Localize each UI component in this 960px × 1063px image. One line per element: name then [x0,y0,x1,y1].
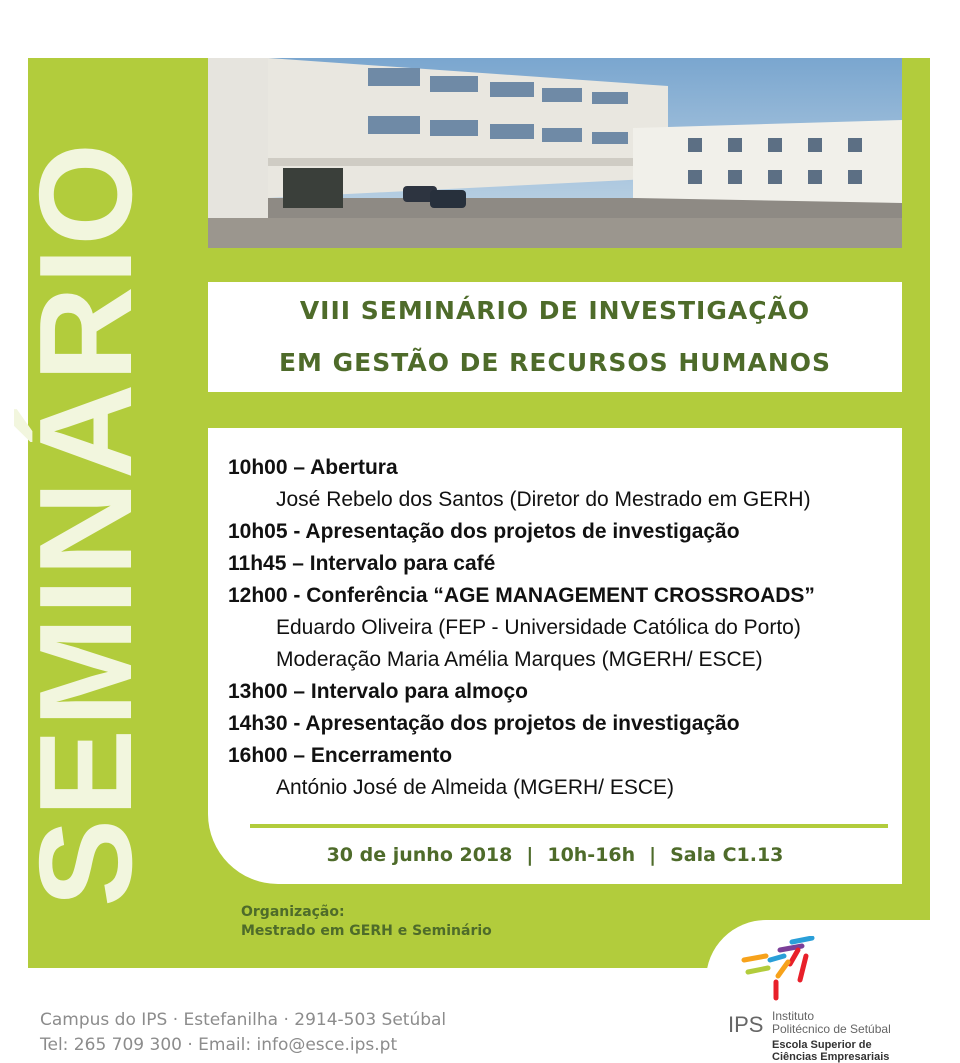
footer-contact-line: Tel: 265 709 300 · Email: info@esce.ips.pt [40,1035,398,1055]
program-speaker: António José de Almeida (MGERH/ ESCE) [276,776,674,799]
event-room: Sala C1.13 [670,844,784,866]
side-word-seminario: SEMINÁRIO [12,140,159,908]
logo-school-line-2: Ciências Empresariais [772,1051,890,1063]
program-speaker: Eduardo Oliveira (FEP - Universidade Católica do Porto) [276,616,801,639]
campus-building-image [208,58,902,248]
logo-school-line-1: Escola Superior de [772,1039,872,1051]
logo-institute [772,1010,891,1036]
logo-institute-line-1: Instituto [772,1009,815,1023]
event-date: 30 de junho 2018 [326,844,513,866]
footer-contacts [40,1008,446,1058]
program-item: 14h30 - Apresentação dos projetos de investigação [228,712,740,735]
seminar-title-line-1: VIII SEMINÁRIO DE INVESTIGAÇÃO [299,296,811,325]
program-box [208,428,902,884]
program-divider [250,824,888,828]
program-speaker: Moderação Maria Amélia Marques (MGERH/ ESCE) [276,648,763,671]
ips-logo-icon [740,936,820,1008]
campus-photo [208,58,902,248]
footer-address: Campus do IPS · Estefanilha · 2914-503 Setúbal [40,1010,447,1030]
program-list [228,452,815,804]
program-item: 12h00 - Conferência “AGE MANAGEMENT CROSSROADS” [228,584,815,607]
seminar-title-box [208,282,902,392]
logo-school [772,1039,889,1063]
organization-label: Organização: [241,904,345,920]
program-item: 13h00 – Intervalo para almoço [228,680,528,703]
organization-value: Mestrado em GERH e Seminário [241,923,492,939]
logo-institute-line-2: Politécnico de Setúbal [772,1022,891,1036]
event-info [208,844,902,866]
program-speaker: José Rebelo dos Santos (Diretor do Mestrado em GERH) [276,488,811,511]
logo-acronym: IPS [728,1012,764,1037]
program-item: 10h05 - Apresentação dos projetos de investigação [228,520,740,543]
program-item: 16h00 – Encerramento [228,744,453,767]
event-time: 10h-16h [547,844,636,866]
program-item: 11h45 – Intervalo para café [228,552,496,575]
event-info-separator: | [649,844,657,866]
organization-block [241,903,492,941]
program-item: 10h00 – Abertura [228,456,398,479]
ips-logo-block [706,920,960,1063]
event-info-separator: | [526,844,534,866]
seminar-title-line-2: EM GESTÃO DE RECURSOS HUMANOS [278,348,832,377]
